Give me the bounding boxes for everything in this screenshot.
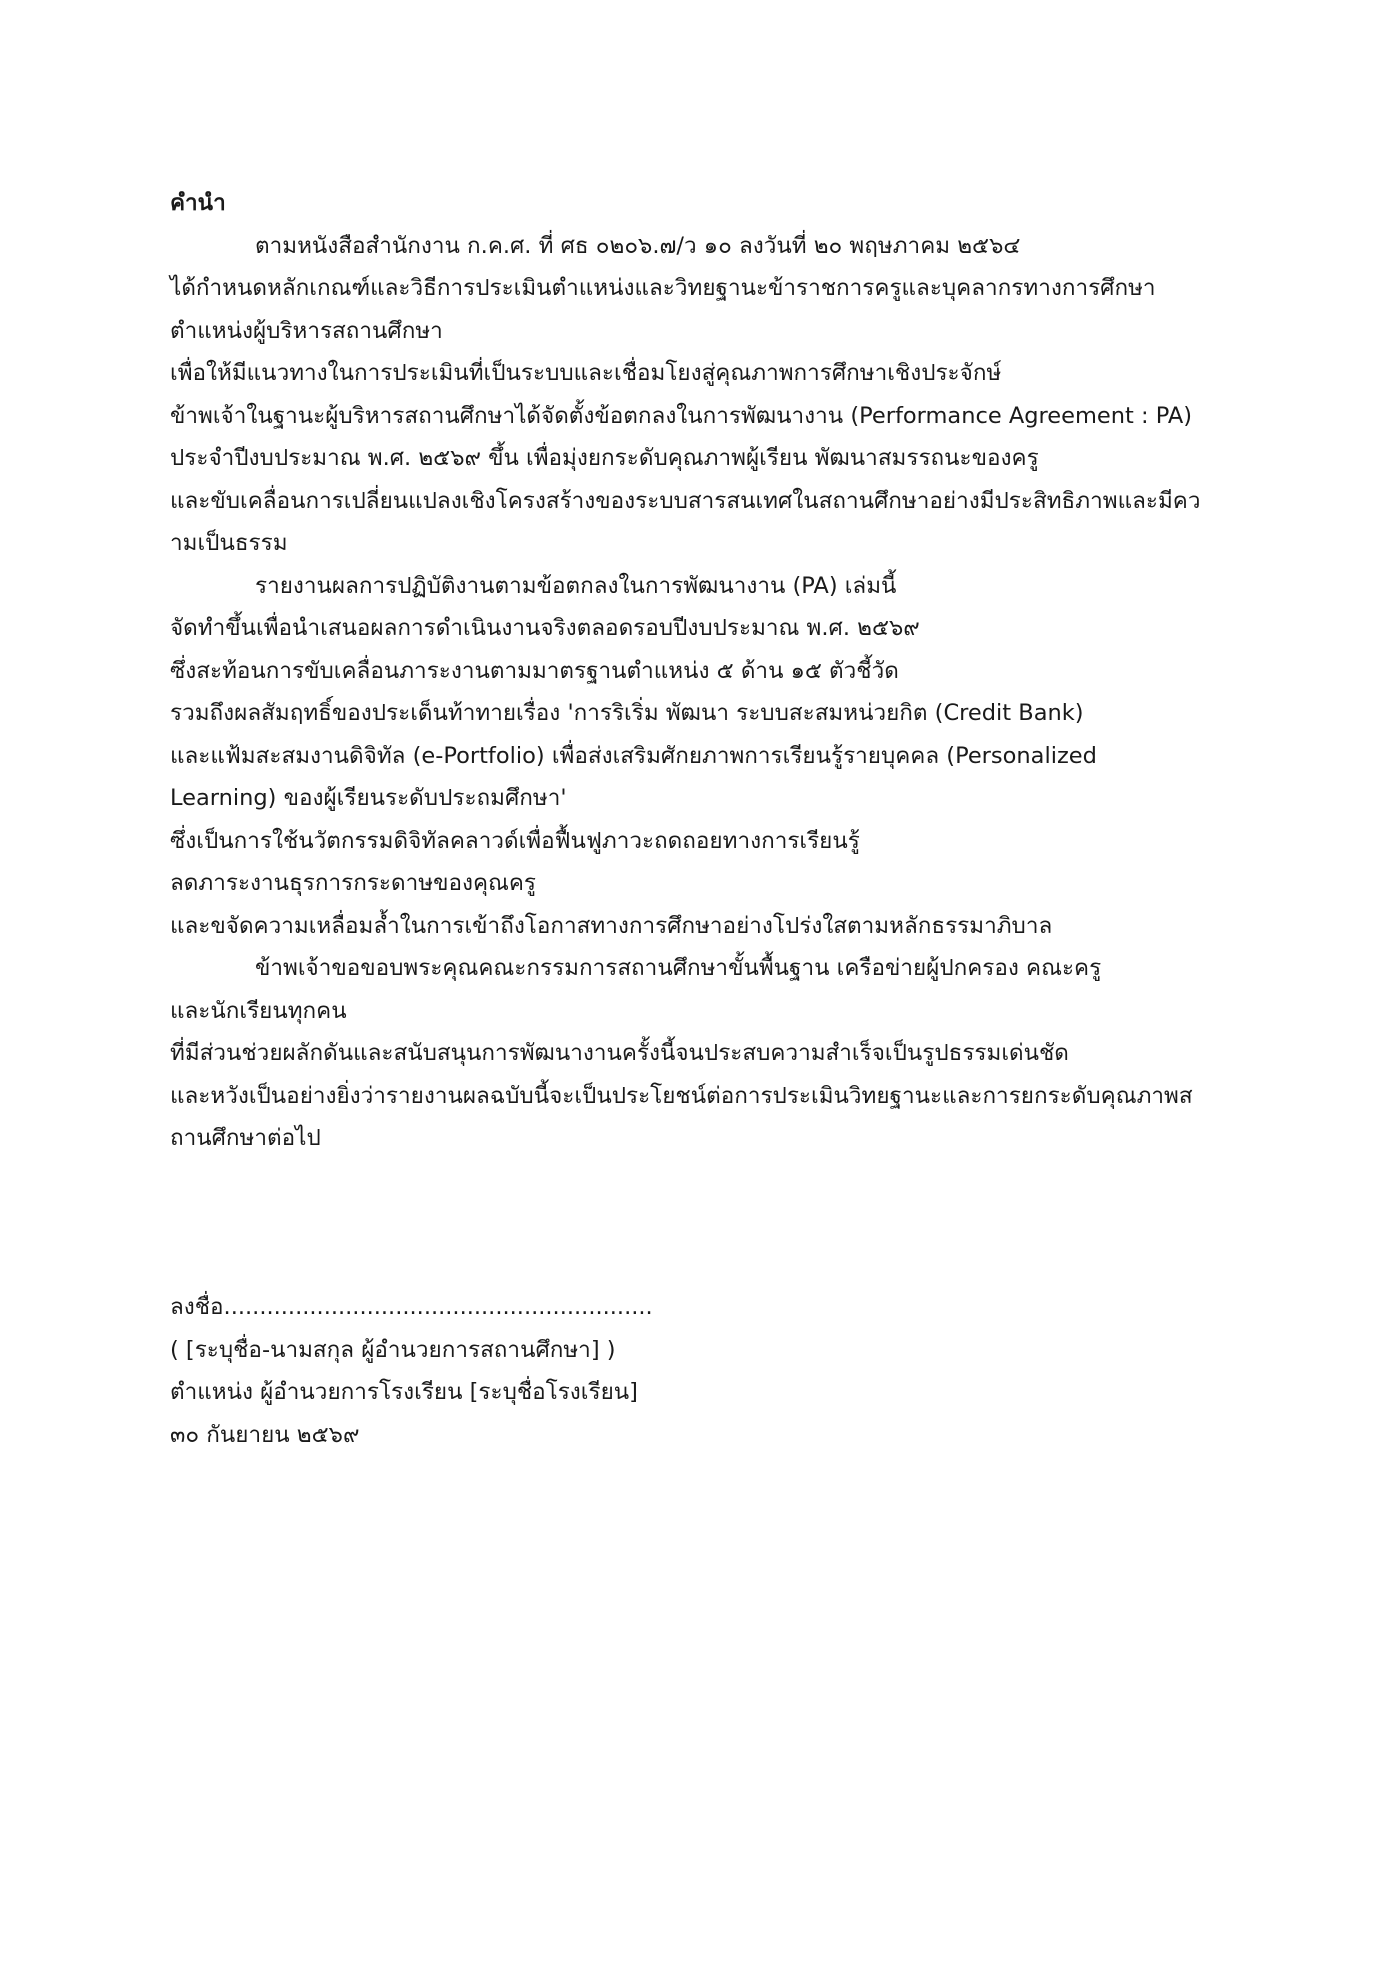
body-line: ามเป็นธรรม	[170, 530, 288, 556]
body-line: Learning) ของผู้เรียนระดับประถมศึกษา'	[170, 785, 567, 811]
body-line: ลดภาระงานธุรการกระดาษของคุณครู	[170, 870, 537, 896]
body-line: และแฟ้มสะสมงานดิจิทัล (e-Portfolio) เพื่อส่งเสริมศักยภาพการเรียนรู้รายบุคคล (Personalized	[170, 742, 1097, 769]
preface-body	[170, 225, 1240, 1160]
signer-position: ตำแหน่ง ผู้อำนวยการโรงเรียน [ระบุชื่อโรงเรียน]	[170, 1379, 638, 1405]
body-line: เพื่อให้มีแนวทางในการประเมินที่เป็นระบบและเชื่อมโยงสู่คุณภาพการศึกษาเชิงประจักษ์	[170, 360, 1002, 386]
body-line: และขับเคลื่อนการเปลี่ยนแปลงเชิงโครงสร้างของระบบสารสนเทศในสถานศึกษาอย่างมีประสิทธิภาพและมีคว	[170, 487, 1201, 514]
body-line: ถานศึกษาต่อไป	[170, 1125, 321, 1151]
body-line: ข้าพเจ้าในฐานะผู้บริหารสถานศึกษาได้จัดตั้งข้อตกลงในการพัฒนางาน (Performance Agreement : PA)	[170, 402, 1192, 429]
body-line: ตำแหน่งผู้บริหารสถานศึกษา	[170, 317, 443, 344]
preface-heading: คำนำ	[170, 190, 226, 216]
body-line: ซึ่งเป็นการใช้นวัตกรรมดิจิทัลคลาวด์เพื่อฟื้นฟูภาวะถดถอยทางการเรียนรู้	[170, 827, 860, 854]
body-line: และขจัดความเหลื่อมล้ำในการเข้าถึงโอกาสทางการศึกษาอย่างโปร่งใสตามหลักธรรมาภิบาล	[170, 912, 1053, 939]
body-line: รวมถึงผลสัมฤทธิ์ของประเด็นท้าทายเรื่อง 'การริเริ่ม พัฒนา ระบบสะสมหน่วยกิต (Credit Bank)	[170, 700, 1084, 726]
preface-section	[170, 182, 1240, 1160]
body-line: ได้กำหนดหลักเกณฑ์และวิธีการประเมินตำแหน่งและวิทยฐานะข้าราชการครูและบุคลากรทางการศึกษา	[170, 275, 1156, 301]
signer-name: ( [ระบุชื่อ-นามสกุล ผู้อำนวยการสถานศึกษา] )	[170, 1336, 616, 1363]
body-line: ซึ่งสะท้อนการขับเคลื่อนภาระงานตามมาตรฐานตำแหน่ง ๕ ด้าน ๑๕ ตัวชี้วัด	[170, 657, 899, 684]
body-line: รายงานผลการปฏิบัติงานตามข้อตกลงในการพัฒนางาน (PA) เล่มนี้	[255, 572, 897, 599]
signature-block	[170, 1286, 1070, 1456]
body-line: ข้าพเจ้าขอขอบพระคุณคณะกรรมการสถานศึกษาขั้นพื้นฐาน เครือข่ายผู้ปกครอง คณะครู	[255, 955, 1102, 981]
signature-date: ๓๐ กันยายน ๒๕๖๙	[170, 1421, 360, 1448]
body-line: จัดทำขึ้นเพื่อนำเสนอผลการดำเนินงานจริงตลอดรอบปีงบประมาณ พ.ศ. ๒๕๖๙	[170, 615, 920, 641]
body-line: ตามหนังสือสำนักงาน ก.ค.ศ. ที่ ศธ ๐๒๐๖.๗/ว ๑๐ ลงวันที่ ๒๐ พฤษภาคม ๒๕๖๔	[255, 232, 1021, 259]
body-line: ที่มีส่วนช่วยผลักดันและสนับสนุนการพัฒนางานครั้งนี้จนประสบความสำเร็จเป็นรูปธรรมเด่นชัด	[170, 1040, 1069, 1066]
body-line: และหวังเป็นอย่างยิ่งว่ารายงานผลฉบับนี้จะเป็นประโยชน์ต่อการประเมินวิทยฐานะและการยกระดับคุณภาพส	[170, 1082, 1193, 1109]
signature-line: ลงชื่อ............................................................	[170, 1294, 653, 1320]
body-line: และนักเรียนทุกคน	[170, 997, 347, 1024]
body-line: ประจำปีงบประมาณ พ.ศ. ๒๕๖๙ ขึ้น เพื่อมุ่งยกระดับคุณภาพผู้เรียน พัฒนาสมรรถนะของครู	[170, 445, 1039, 471]
